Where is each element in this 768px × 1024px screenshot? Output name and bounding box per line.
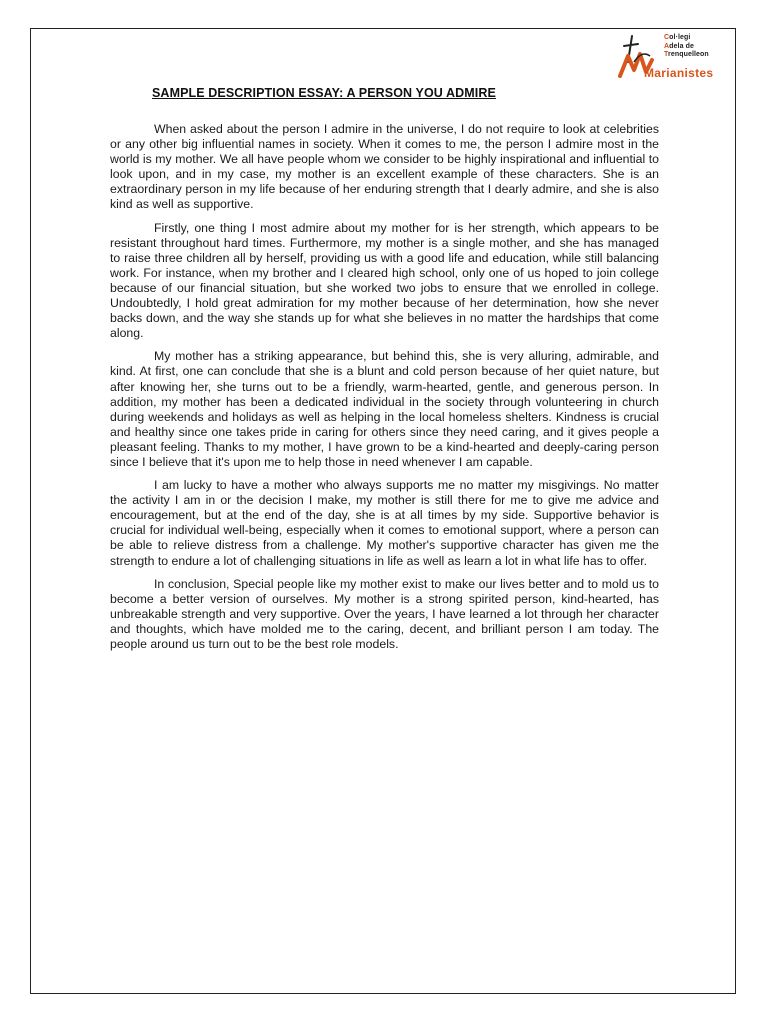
logo-line-1 xyxy=(664,34,709,43)
logo-text: ol·legi xyxy=(669,34,691,41)
logo-cap: C xyxy=(664,34,670,41)
essay-paragraph: I am lucky to have a mother who always supports me no matter my misgivings. No matter the activity I am in or the decision I make, my mother is still there for me to give me advice and encouragement, but at the end of the day, she is at all times by my side. Supportive behavior is crucial for individual well-being, especially when it comes to emotional support, where a person can be able to relieve distress from a challenge. My mother's supportive character has given me the strength to endure a lot of challenging situations in life as well as learn a lot in what life has to offer. xyxy=(110,478,659,568)
essay-title: SAMPLE DESCRIPTION ESSAY: A PERSON YOU ADMIRE xyxy=(152,86,496,100)
essay-paragraph: Firstly, one thing I most admire about my mother for is her strength, which appears to be resistant throughout hard times. Furthermore, my mother is a single mother, and she has managed to raise three children all by herself, providing us with a good life and education, while still balancing work. For instance, when my brother and I cleared high school, only one of us hoped to join college because of our financial situation, but she worked two jobs to ensure that we enrolled in college. Undoubtedly, I hold great admiration for my mother because of her determination, how she never backs down, and the way she stands up for what she believes in no matter the hardships that come along. xyxy=(110,220,659,341)
essay-paragraph: When asked about the person I admire in the universe, I do not require to look at celebrities or any other big influential names in society. When it comes to me, the person I admire most in the world is my mother. We all have people whom we consider to be highly inspirational and influential to look upon, and in my case, my mother is an excellent example of these characters. She is an extraordinary person in my life because of her enduring strength that I dearly admire, and she is also kind as well as supportive. xyxy=(110,122,659,212)
logo-text: dela de xyxy=(669,42,694,50)
logo-cap: A xyxy=(664,42,670,50)
essay-body xyxy=(110,122,659,660)
logo-text: renquelleon xyxy=(668,51,709,58)
school-logo xyxy=(614,32,744,86)
essay-paragraph: In conclusion, Special people like my mother exist to make our lives better and to mold us to become a better version of ourselves. My mother is a strong spirited person, kind-hearted, has unbreakable strength and very supportive. Over the years, I have learned a lot through her character and thoughts, which have molded me to the caring, decent, and brilliant person I am today. The people around us turn out to be the best role models. xyxy=(110,576,659,651)
logo-wordmark: Marianistes xyxy=(644,66,714,80)
logo-cap: T xyxy=(664,51,668,58)
logo-line-3 xyxy=(664,51,709,60)
essay-paragraph: My mother has a striking appearance, but behind this, she is very alluring, admirable, and kind. At first, one can conclude that she is a blunt and cold person because of her quiet nature, but after knowing her, she turns out to be a friendly, warm-hearted, gentle, and generous person. In addition, my mother has been a dedicated individual in the society through volunteering in church during weekends and holidays as well as helping in the local homeless shelters. Kindness is crucial and healthy since one takes pride in caring for others since they need caring, and it gives people a pleasant feeling. Thanks to my mother, I have grown to be a kind-hearted and deeply-caring person since I believe that it's upon me to help those in need whenever I am capable. xyxy=(110,349,659,469)
logo-line-2 xyxy=(664,43,709,52)
logo-text-block xyxy=(664,34,709,60)
